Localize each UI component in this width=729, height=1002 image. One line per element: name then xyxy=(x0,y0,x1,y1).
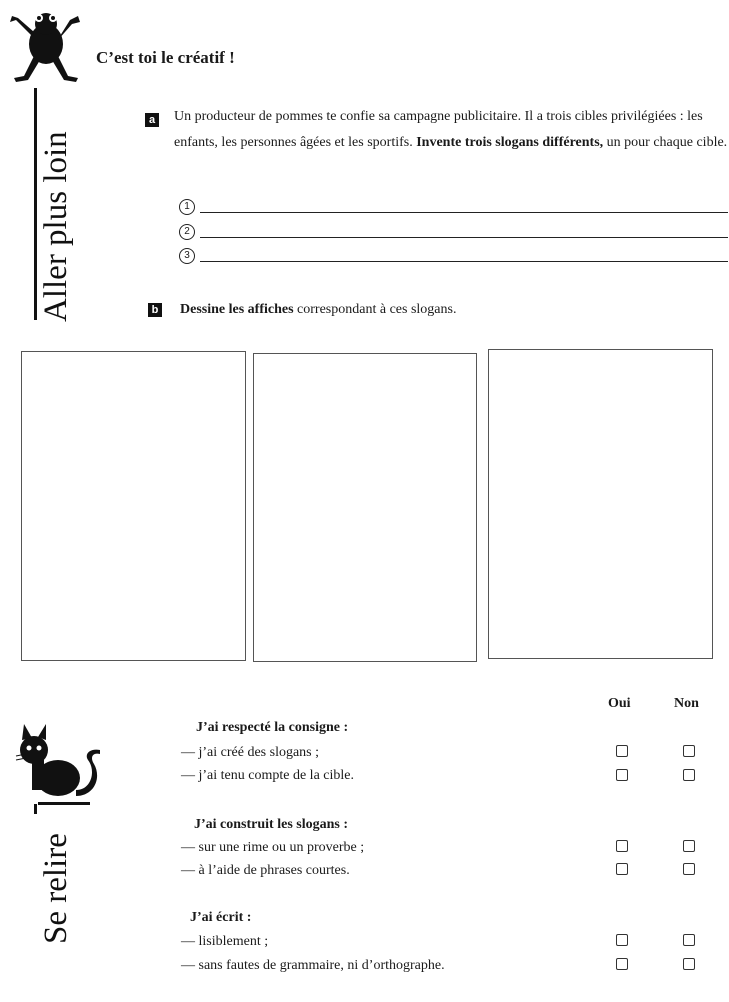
part-a-instructions xyxy=(174,104,729,156)
part-a-text-bold: Invente trois slogans différents, xyxy=(416,135,604,150)
part-b-text-rest: correspondant à ces slogans. xyxy=(293,302,457,317)
checkbox-non[interactable] xyxy=(683,934,695,946)
cat-platform xyxy=(38,802,90,805)
checklist-item: — sans fautes de grammaire, ni d’orthographe. xyxy=(181,958,445,973)
checkbox-non[interactable] xyxy=(683,863,695,875)
checklist-group-heading: J’ai écrit : xyxy=(190,910,252,925)
frog-illustration xyxy=(6,6,86,86)
part-b-text-bold: Dessine les affiches xyxy=(180,302,294,317)
poster-box-3[interactable] xyxy=(488,349,713,659)
checkbox-oui[interactable] xyxy=(616,958,628,970)
checkbox-oui[interactable] xyxy=(616,769,628,781)
checklist-item: — lisiblement ; xyxy=(181,934,269,949)
column-header-non: Non xyxy=(674,696,699,711)
checkbox-non[interactable] xyxy=(683,840,695,852)
section-label-aller-plus-loin: Aller plus loin xyxy=(38,131,74,322)
answer-2-number: 2 xyxy=(179,224,195,240)
answer-1-number: 1 xyxy=(179,199,195,215)
page-title: C’est toi le créatif ! xyxy=(96,48,235,67)
checkbox-oui[interactable] xyxy=(616,745,628,757)
part-b-instructions xyxy=(180,297,456,323)
checklist-group-heading: J’ai respecté la consigne : xyxy=(196,720,349,735)
column-header-oui: Oui xyxy=(608,696,631,711)
checkbox-oui[interactable] xyxy=(616,840,628,852)
checkbox-oui[interactable] xyxy=(616,934,628,946)
part-b-marker: b xyxy=(148,303,162,317)
checklist-group-heading: J’ai construit les slogans : xyxy=(194,817,348,832)
section-divider-bottom xyxy=(34,804,37,814)
part-a-text-1: Un producteur de pommes te confie sa campagne publicitaire. Il a trois cibles privilégiées : les enfants, les personnes âgées et les sportifs. xyxy=(174,109,703,150)
checklist-item: — sur une rime ou un proverbe ; xyxy=(181,840,365,855)
checkbox-non[interactable] xyxy=(683,958,695,970)
poster-box-1[interactable] xyxy=(21,351,246,661)
checkbox-non[interactable] xyxy=(683,769,695,781)
part-a-marker: a xyxy=(145,113,159,127)
answer-3-line[interactable] xyxy=(200,261,728,262)
answer-3-number: 3 xyxy=(179,248,195,264)
part-a-text-2: un pour chaque cible. xyxy=(603,135,728,150)
checkbox-oui[interactable] xyxy=(616,863,628,875)
poster-box-2[interactable] xyxy=(253,353,477,662)
answer-2-line[interactable] xyxy=(200,237,728,238)
checklist-item: — j’ai tenu compte de la cible. xyxy=(181,768,354,783)
checklist-item: — à l’aide de phrases courtes. xyxy=(181,863,350,878)
cat-illustration xyxy=(12,720,107,802)
section-divider-top xyxy=(34,88,37,320)
checkbox-non[interactable] xyxy=(683,745,695,757)
checklist-item: — j’ai créé des slogans ; xyxy=(181,745,320,760)
section-label-se-relire: Se relire xyxy=(38,833,74,944)
answer-1-line[interactable] xyxy=(200,212,728,213)
